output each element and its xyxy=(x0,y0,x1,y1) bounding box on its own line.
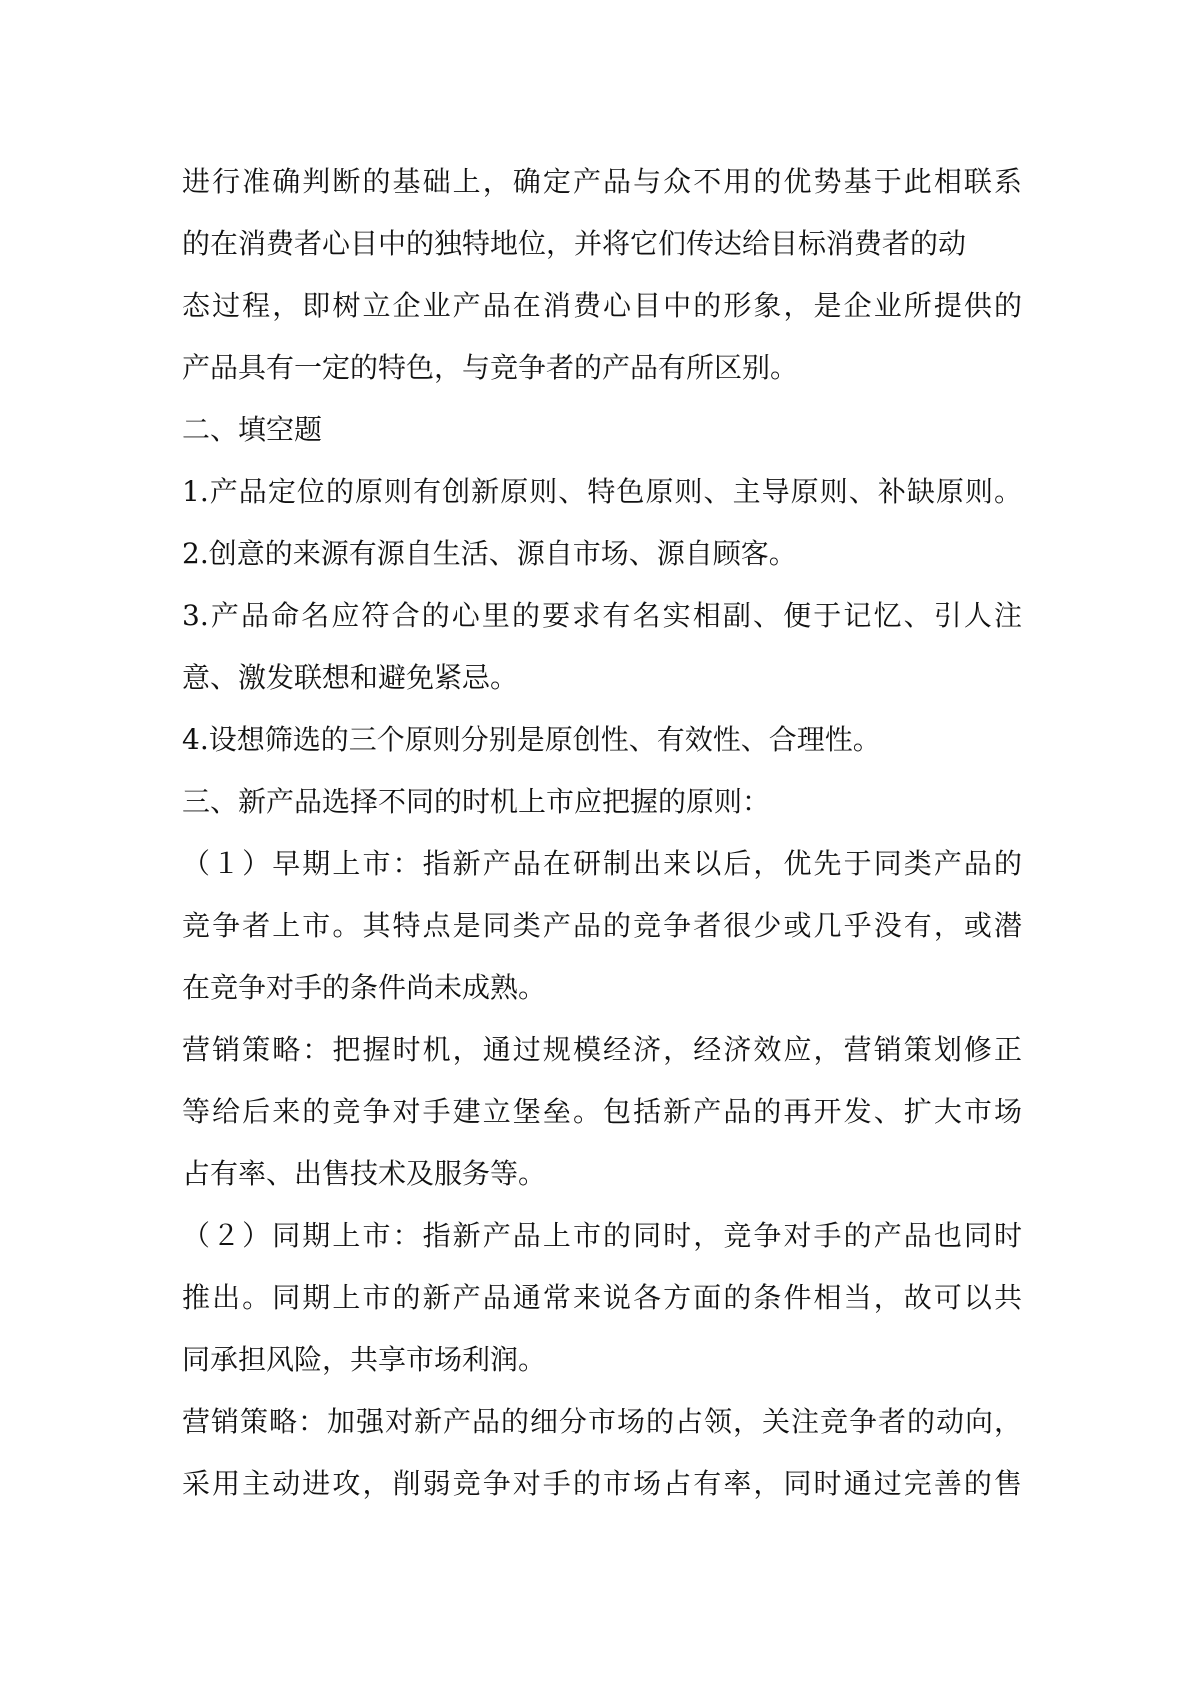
paragraph-line: 态过程，即树立企业产品在消费心目中的形象，是企业所提供的 xyxy=(182,289,1022,322)
section-heading: 二、填空题 xyxy=(182,413,323,446)
paragraph-line: 进行准确判断的基础上，确定产品与众不用的优势基于此相联系 xyxy=(182,165,1022,198)
list-item: 2.创意的来源有源自生活、源自市场、源自顾客。 xyxy=(182,537,797,570)
paragraph-line: 产品具有一定的特色，与竞争者的产品有所区别。 xyxy=(182,351,799,384)
paragraph-line: 占有率、出售技术及服务等。 xyxy=(182,1157,547,1190)
list-item: 4.设想筛选的三个原则分别是原创性、有效性、合理性。 xyxy=(182,723,881,756)
paragraph-line: 竞争者上市。其特点是同类产品的竞争者很少或几乎没有，或潜 xyxy=(182,909,1022,942)
paragraph-line: 营销策略：把握时机，通过规模经济，经济效应，营销策划修正 xyxy=(182,1033,1022,1066)
list-item: 3.产品命名应符合的心里的要求有名实相副、便于记忆、引人注 xyxy=(182,599,1022,632)
paragraph-line: （１）早期上市：指新产品在研制出来以后，优先于同类产品的 xyxy=(182,847,1022,880)
paragraph-line: 同承担风险，共享市场利润。 xyxy=(182,1343,547,1376)
paragraph-line: （２）同期上市：指新产品上市的同时，竞争对手的产品也同时 xyxy=(182,1219,1022,1252)
paragraph-line: 营销策略：加强对新产品的细分市场的占领，关注竞争者的动向， xyxy=(182,1405,1022,1438)
paragraph-line: 在竞争对手的条件尚未成熟。 xyxy=(182,971,547,1004)
paragraph-line: 采用主动进攻，削弱竞争对手的市场占有率，同时通过完善的售 xyxy=(182,1467,1022,1500)
paragraph-line: 的在消费者心目中的独特地位，并将它们传达给目标消费者的动 xyxy=(182,227,967,260)
section-heading: 三、新产品选择不同的时机上市应把握的原则： xyxy=(182,785,771,818)
list-item-continuation: 意、激发联想和避免紧忌。 xyxy=(182,661,519,694)
list-item: 1.产品定位的原则有创新原则、特色原则、主导原则、补缺原则。 xyxy=(182,475,1022,508)
paragraph-line: 等给后来的竞争对手建立堡垒。包括新产品的再开发、扩大市场 xyxy=(182,1095,1022,1128)
paragraph-line: 推出。同期上市的新产品通常来说各方面的条件相当，故可以共 xyxy=(182,1281,1022,1314)
